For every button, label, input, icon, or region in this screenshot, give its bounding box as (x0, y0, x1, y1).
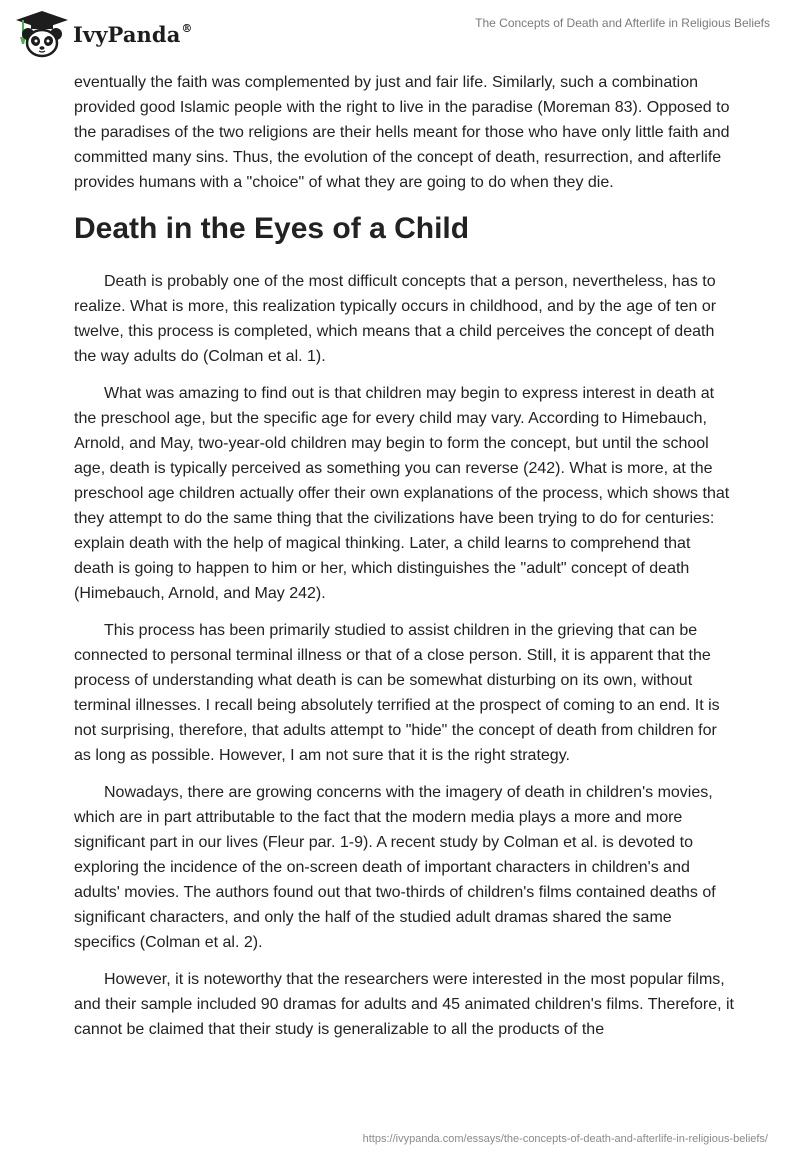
article-body (74, 70, 734, 1054)
paragraph: Death is probably one of the most difficult concepts that a person, nevertheless, has to realize. What is more, this realization typically occurs in childhood, and by the age of ten or twelve, this process is completed, which means that a child perceives the concept of death the way adults do (Colman et al. 1). (74, 273, 717, 365)
page-header (0, 0, 800, 70)
panda-graduate-logo-icon (14, 8, 70, 58)
paragraph: What was amazing to find out is that children may begin to express interest in death at the preschool age, but the specific age for every child may vary. According to Himebauch, Arnold, and May, two-year-old children may begin to form the concept, but until the school age, death is typically perceived as something you can reverse (242). What is more, at the preschool age children actually offer their own explanations of the process, which shows that they attempt to do the same thing that the civilizations have been trying to do for centuries: explain death with the help of magical thinking. Later, a child learns to comprehend that death is going to happen to him or her, which distinguishes the "adult" concept of death (Himebauch, Arnold, and May 242). (74, 385, 730, 602)
paragraph: Nowadays, there are growing concerns with the imagery of death in children's movies, which are in part attributable to the fact that the modern media plays a more and more significant part in our lives (Fleur par. 1-9). A recent study by Colman et al. is devoted to exploring the incidence of the on-screen death of important characters in children's and adults' movies. The authors found out that two-thirds of children's films contained deaths of significant characters, and only the half of the studied adult dramas shared the same specifics (Colman et al. 2). (74, 784, 716, 951)
brand-text: IvyPanda (73, 21, 181, 47)
source-url-link[interactable]: https://ivypanda.com/essays/the-concepts-of-death-and-afterlife-in-religious-beliefs/ (362, 1133, 768, 1145)
registered-mark: ® (181, 21, 193, 35)
section-heading: Death in the Eyes of a Child (74, 212, 470, 245)
paragraph: This process has been primarily studied to assist children in the grieving that can be connected to personal terminal illness or that of a close person. Still, it is apparent that the process of understanding what death is can be somewhat disturbing on its own, without terminal illnesses. I recall being absolutely terrified at the prospect of coming to an end. It is not surprising, therefore, that adults attempt to "hide" the concept of death from children for as long as possible. However, I am not sure that it is the right strategy. (74, 622, 720, 764)
paragraph: However, it is noteworthy that the researchers were interested in the most popular films, and their sample included 90 dramas for adults and 45 animated children's films. Therefore, it cannot be claimed that their study is generalizable to all the products of the (74, 971, 734, 1038)
document-title: The Concepts of Death and Afterlife in Religious Beliefs (475, 16, 770, 30)
intro-paragraph: eventually the faith was complemented by just and fair life. Similarly, such a combination provided good Islamic people with the right to live in the paradise (Moreman 83). Opposed to the paradises of the two religions are their hells meant for those who have only little faith and committed many sins. Thus, the evolution of the concept of death, resurrection, and afterlife provides humans with a "choice" of what they are going to do when they die. (74, 74, 730, 191)
brand-name (73, 22, 193, 47)
site-logo[interactable] (14, 8, 193, 58)
